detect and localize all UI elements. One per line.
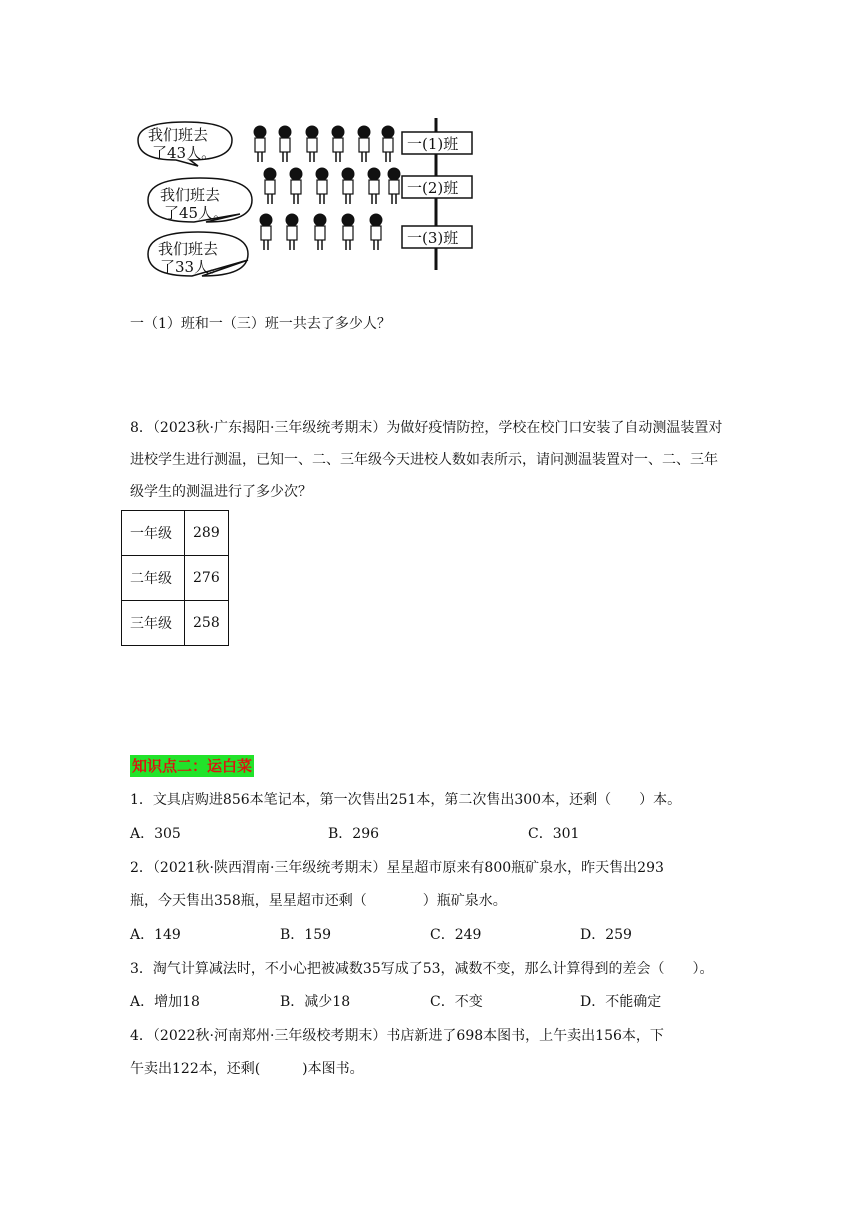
class-signpost bbox=[402, 118, 472, 270]
student-count-table bbox=[121, 510, 229, 646]
bubble-1-line1: 我们班去 bbox=[148, 126, 209, 144]
children-row-2 bbox=[264, 168, 400, 204]
speech-bubble-3 bbox=[148, 232, 248, 276]
count-cell: 289 bbox=[185, 511, 229, 556]
q2-option-b[interactable]: B．159 bbox=[280, 927, 332, 943]
sign-class-2: 一(2)班 bbox=[407, 179, 459, 197]
q2-option-c[interactable]: C．249 bbox=[430, 927, 482, 943]
q1-option-b[interactable]: B．296 bbox=[328, 826, 380, 842]
bubble-3-line1: 我们班去 bbox=[158, 240, 219, 258]
q1-option-c[interactable]: C．301 bbox=[528, 826, 580, 842]
speech-bubble-1 bbox=[138, 122, 232, 166]
sign-class-3: 一(3)班 bbox=[407, 229, 459, 247]
q1-option-a[interactable]: A．305 bbox=[130, 826, 181, 842]
grade-cell: 二年级 bbox=[122, 556, 185, 601]
bubble-2-line1: 我们班去 bbox=[160, 186, 221, 204]
class-illustration bbox=[130, 118, 480, 278]
q3-option-b[interactable]: B．减少18 bbox=[280, 994, 351, 1010]
grade-cell: 三年级 bbox=[122, 601, 185, 646]
count-cell: 276 bbox=[185, 556, 229, 601]
q3-text: 3．淘气计算减法时，不小心把被减数35写成了53，减数不变，那么计算得到的差会（ ）。 bbox=[130, 961, 714, 977]
table-row bbox=[122, 556, 229, 601]
q3-option-a[interactable]: A．增加18 bbox=[130, 994, 200, 1010]
q2-option-d[interactable]: D．259 bbox=[580, 927, 632, 943]
q1-text: 1．文具店购进856本笔记本，第一次售出251本，第二次售出300本，还剩（ ）本。 bbox=[130, 792, 682, 808]
section-heading: 知识点二：运白菜 bbox=[132, 757, 253, 775]
table-row bbox=[122, 601, 229, 646]
q2-option-a[interactable]: A．149 bbox=[130, 927, 181, 943]
sign-class-1: 一(1)班 bbox=[407, 135, 459, 153]
q8-text: 8．（2023秋·广东揭阳·三年级统考期末）为做好疫情防控，学校在校门口安装了自动测温装置对进校学生进行测温，已知一、二、三年级今天进校人数如表所示，请问测温装置对一、二、三年级学生的测温进行了多少次？ bbox=[130, 420, 723, 500]
q2-line1: 2．（2021秋·陕西渭南·三年级统考期末）星星超市原来有800瓶矿泉水，昨天售出293 bbox=[130, 860, 664, 876]
q2-line2: 瓶，今天售出358瓶，星星超市还剩（ ）瓶矿泉水。 bbox=[130, 893, 507, 909]
table-row bbox=[122, 511, 229, 556]
speech-bubble-2 bbox=[148, 178, 252, 222]
grade-cell: 一年级 bbox=[122, 511, 185, 556]
bubble-3-line2: 了33人。 bbox=[160, 258, 225, 276]
children-row-1 bbox=[254, 126, 394, 162]
q3-option-d[interactable]: D．不能确定 bbox=[580, 994, 662, 1010]
count-cell: 258 bbox=[185, 601, 229, 646]
q3-option-c[interactable]: C．不变 bbox=[430, 994, 483, 1010]
children-row-3 bbox=[260, 214, 382, 250]
bubble-2-line2: 了45人。 bbox=[164, 204, 229, 222]
bubble-1-line2: 了43人。 bbox=[152, 144, 217, 162]
q4-line2: 午卖出122本，还剩( )本图书。 bbox=[130, 1061, 364, 1077]
q7-question: 一（1）班和一（三）班一共去了多少人？ bbox=[130, 316, 391, 332]
q4-line1: 4．（2022秋·河南郑州·三年级校考期末）书店新进了698本图书，上午卖出156本，下 bbox=[130, 1028, 664, 1044]
